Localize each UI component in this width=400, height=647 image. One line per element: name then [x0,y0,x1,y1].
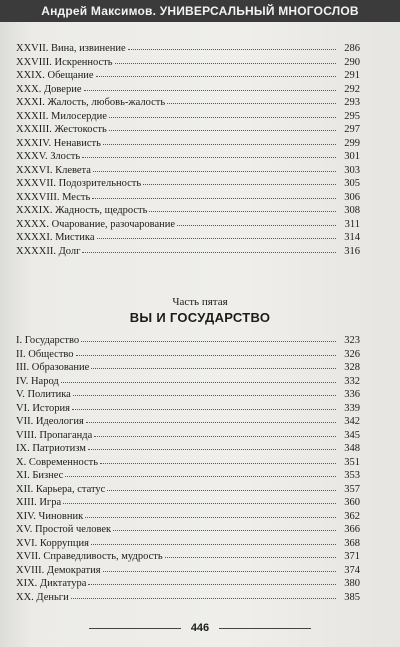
dot-leader [109,109,336,118]
toc-entry [16,123,360,137]
toc-entry-label: XXVIII. Искренность [16,56,113,68]
toc-entry [16,591,360,605]
toc-entry-page: 380 [344,578,360,589]
toc-entry [16,442,360,456]
toc-entry-label: V. Политика [16,389,71,400]
toc-entry-page: 342 [344,416,360,427]
toc-entry-page: 366 [344,524,360,535]
page-footer [0,622,400,634]
part-heading [0,296,400,327]
toc-entry [16,564,360,578]
toc-entry-page: 290 [344,56,360,68]
dot-leader [94,428,336,437]
toc-entry [16,191,360,205]
dot-leader [113,522,336,531]
toc-entry-label: XX. Деньги [16,591,69,603]
toc-entry [16,402,360,416]
toc-entry-page: 374 [344,564,360,576]
part-title: ВЫ И ГОСУДАРСТВО [129,310,271,325]
toc-entry-label: XXXIV. Ненависть [16,137,101,149]
toc-entry [16,42,360,56]
toc-list-part-four [16,42,360,258]
toc-entry-label: XV. Простой человек [16,524,112,535]
toc-entry-page: 353 [344,470,360,481]
toc-entry-label: X. Современность [16,456,99,468]
toc-entry-label: XVII. Справедливость, мудрость [16,551,163,562]
dot-leader [81,333,336,342]
toc-entry-label: XXX. Доверие [16,83,82,95]
dot-leader [109,122,336,131]
toc-entry [16,245,360,259]
dot-leader [149,203,336,212]
toc-entry-label: XVI. Коррупция [16,537,89,549]
toc-entry-page: 305 [344,178,360,189]
toc-entry-label: III. Образование [16,362,90,373]
toc-entry-label: II. Общество [16,348,74,360]
toc-entry-page: 339 [344,402,360,414]
dot-leader [82,244,336,253]
toc-entry-label: IX. Патриотизм [16,443,86,454]
toc-entry-label: VI. История [16,402,70,414]
toc-entry [16,375,360,389]
dot-leader [167,95,336,104]
dot-leader [65,468,336,477]
toc-entry-label: XIX. Диктатура [16,578,87,589]
dot-leader [103,136,336,145]
dot-leader [100,455,336,464]
toc-entry-page: 301 [344,151,360,162]
toc-entry-page: 362 [344,510,360,522]
header-author: Андрей Максимов. [41,4,157,18]
toc-entry [16,69,360,83]
dot-leader [115,55,336,64]
toc-entry-label: XXXX. Очарование, разочарование [16,218,176,230]
toc-entry-page: 286 [344,43,360,54]
toc-entry-label: XXXI. Жалость, любовь-жалость [16,97,166,108]
dot-leader [97,230,336,239]
dot-leader [88,576,336,585]
toc-entry-page: 293 [344,97,360,108]
dot-leader [91,360,336,369]
dot-leader [96,68,336,77]
dot-leader [73,387,336,396]
toc-entry [16,204,360,218]
toc-entry-label: XXXV. Злость [16,151,81,162]
toc-entry-page: 299 [344,137,360,149]
toc-entry-page: 345 [344,429,360,441]
dot-leader [93,163,336,172]
toc-entry-label: XVIII. Демократия [16,564,101,576]
toc-entry-label: XXIX. Обещание [16,70,94,81]
dot-leader [82,149,336,158]
dot-leader [91,536,336,545]
toc-entry [16,348,360,362]
toc-entry-page: 295 [344,110,360,122]
toc-entry-label: XIII. Игра [16,497,62,508]
toc-entry [16,456,360,470]
part-label: Часть пятая [172,296,228,308]
toc-entry-page: 328 [344,362,360,373]
toc-entry-label: XXXVIII. Месть [16,191,91,203]
toc-entry [16,164,360,178]
toc-entry [16,388,360,402]
dot-leader [61,374,336,383]
toc-entry-label: IV. Народ [16,375,59,387]
toc-entry [16,96,360,110]
toc-entry [16,469,360,483]
toc-entry [16,415,360,429]
toc-entry-page: 316 [344,245,360,257]
page-number: 446 [190,622,210,634]
toc-entry-page: 297 [344,124,360,135]
dot-leader [128,41,336,50]
dot-leader [76,347,336,356]
toc-entry-page: 311 [344,218,360,230]
toc-entry [16,537,360,551]
toc-entry-page: 308 [344,205,360,216]
toc-entry-page: 314 [344,232,360,243]
toc-entry-label: VIII. Пропаганда [16,429,93,441]
toc-entry-label: XXXII. Милосердие [16,110,107,122]
dot-leader [85,509,336,518]
toc-entry-label: XXXIX. Жадность, щедрость [16,205,148,216]
dot-leader [103,563,336,572]
footer-rule-right [219,628,311,629]
toc-entry-label: XXXXII. Долг [16,245,81,257]
toc-entry-label: XXXVI. Клевета [16,164,91,176]
toc-entry-label: XXXXI. Мистика [16,232,95,243]
dot-leader [165,549,336,558]
dot-leader [143,176,336,185]
dot-leader [107,482,336,491]
toc-entry [16,577,360,591]
toc-entry-page: 326 [344,348,360,360]
toc-entry-page: 291 [344,70,360,81]
toc-entry-page: 332 [344,375,360,387]
dot-leader [71,590,336,599]
toc-entry [16,496,360,510]
toc-entry-page: 371 [344,551,360,562]
dot-leader [72,401,336,410]
dot-leader [84,82,337,91]
toc-entry-label: I. Государство [16,335,80,346]
toc-entry-label: XXXVII. Подозрительность [16,178,142,189]
toc-entry [16,550,360,564]
dot-leader [88,441,336,450]
dot-leader [86,414,336,423]
toc-entry [16,177,360,191]
toc-entry [16,361,360,375]
toc-entry [16,110,360,124]
toc-entry-page: 336 [344,389,360,400]
toc-entry-page: 351 [344,456,360,468]
toc-entry-page: 360 [344,497,360,508]
toc-entry-label: XIV. Чиновник [16,510,84,522]
toc-list-part-five [16,334,360,604]
footer-rule-left [89,628,181,629]
toc-entry-page: 368 [344,537,360,549]
toc-entry-label: VII. Идеология [16,416,84,427]
toc-entry-label: XII. Карьера, статус [16,483,106,495]
dot-leader [177,217,336,226]
running-header [0,0,400,22]
toc-entry-page: 303 [344,164,360,176]
toc-entry [16,334,360,348]
header-book-title: УНИВЕРСАЛЬНЫЙ МНОГОСЛОВ [159,4,359,18]
toc-entry-page: 385 [344,591,360,603]
toc-entry [16,137,360,151]
toc-entry-label: XI. Бизнес [16,470,64,481]
toc-entry-page: 306 [344,191,360,203]
toc-entry [16,83,360,97]
toc-entry [16,523,360,537]
toc-entry [16,483,360,497]
toc-entry [16,231,360,245]
toc-entry-page: 292 [344,83,360,95]
toc-entry-page: 357 [344,483,360,495]
toc-entry-page: 348 [344,443,360,454]
toc-entry [16,150,360,164]
toc-entry [16,510,360,524]
toc-entry [16,56,360,70]
toc-entry [16,218,360,232]
dot-leader [63,495,336,504]
toc-entry-label: XXVII. Вина, извинение [16,43,126,54]
toc-entry-page: 323 [344,335,360,346]
dot-leader [92,190,336,199]
toc-entry [16,429,360,443]
toc-entry-label: XXXIII. Жестокость [16,124,107,135]
